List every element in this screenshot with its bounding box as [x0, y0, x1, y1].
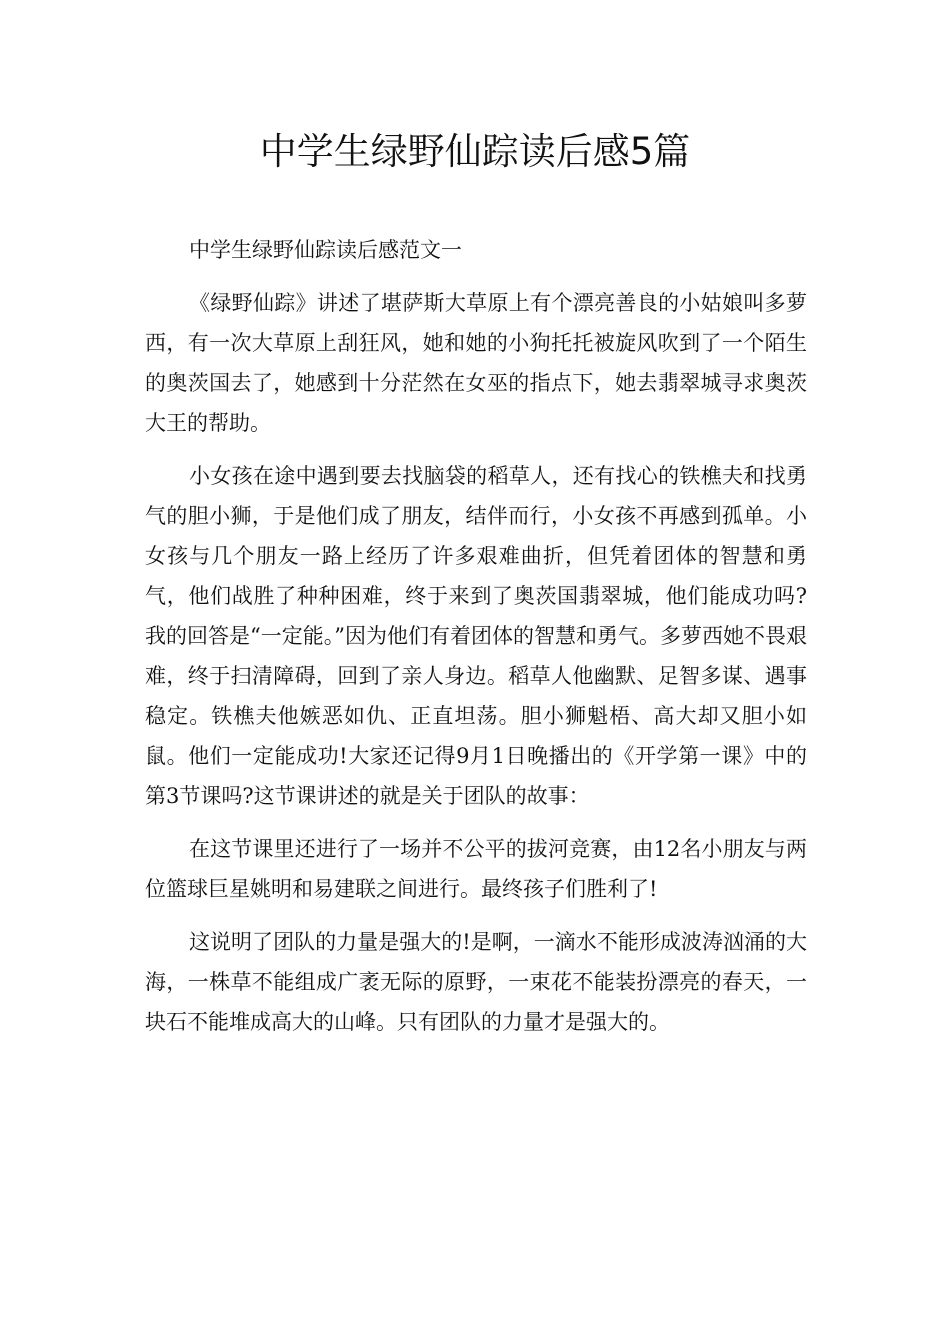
section-subheading: 中学生绿野仙踪读后感范文一 [189, 238, 462, 262]
document-title: 中学生绿野仙踪读后感5篇 [259, 130, 691, 173]
paragraph-4: 这说明了团队的力量是强大的!是啊，一滴水不能形成波涛汹涌的大海，一株草不能组成广袤无际的原野，一束花不能装扮漂亮的春天，一块石不能堆成高大的山峰。只有团队的力量才是强大的。 [145, 930, 807, 1034]
paragraph-3: 在这节课里还进行了一场并不公平的拔河竞赛，由12名小朋友与两位篮球巨星姚明和易建联之间进行。最终孩子们胜利了! [145, 837, 807, 901]
document-body [145, 230, 807, 1055]
paragraph-1: 《绿野仙踪》讲述了堪萨斯大草原上有个漂亮善良的小姑娘叫多萝西，有一次大草原上刮狂风，她和她的小狗托托被旋风吹到了一个陌生的奥茨国去了，她感到十分茫然在女巫的指点下，她去翡翠城寻求奥茨大王的帮助。 [145, 291, 807, 435]
paragraph-2: 小女孩在途中遇到要去找脑袋的稻草人，还有找心的铁樵夫和找勇气的胆小狮，于是他们成了朋友，结伴而行，小女孩不再感到孤单。小女孩与几个朋友一路上经历了许多艰难曲折，但凭着团体的智慧和勇气，他们战胜了种种困难，终于来到了奥茨国翡翠城，他们能成功吗?我的回答是“一定能。”因为他们有着团体的智慧和勇气。多萝西她不畏艰难，终于扫清障碍，回到了亲人身边。稻草人他幽默、足智多谋、遇事稳定。铁樵夫他嫉恶如仇、正直坦荡。胆小狮魁梧、高大却又胆小如鼠。他们一定能成功!大家还记得9月1日晚播出的《开学第一课》中的第3节课吗?这节课讲述的就是关于团队的故事： [145, 464, 807, 808]
